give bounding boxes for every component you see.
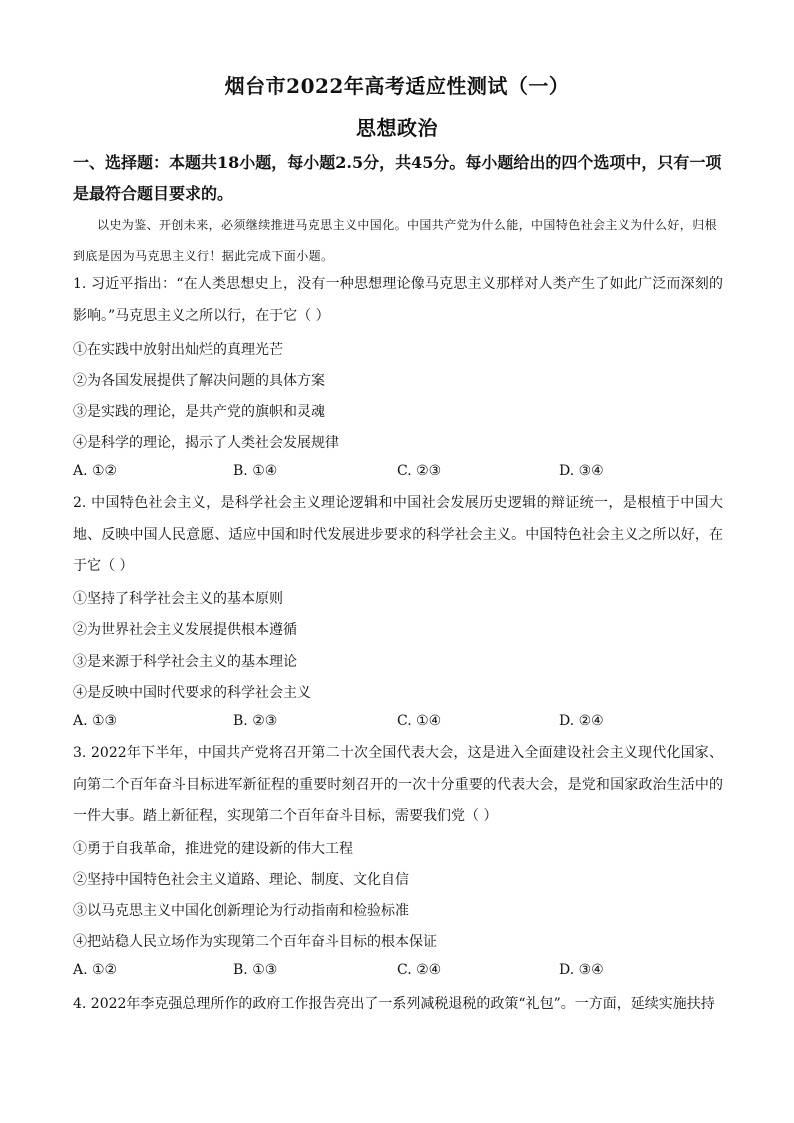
section-heading: 一、选择题：本题共18小题，每小题2.5分，共45分。每小题给出的四个选项中，只有一项是最符合题目要求的。 bbox=[73, 153, 722, 203]
question-3-statement-1: ①勇于自我革命，推进党的建设新的伟大工程 bbox=[73, 841, 353, 857]
option-b: B. ①④ bbox=[233, 463, 278, 479]
subject-title: 思想政治 bbox=[356, 116, 438, 140]
question-2-options bbox=[73, 713, 728, 733]
option-c: C. ②④ bbox=[397, 962, 442, 978]
question-1-options bbox=[73, 463, 728, 483]
question-1-statement-1: ①在实践中放射出灿烂的真理光芒 bbox=[73, 342, 283, 358]
question-3-options bbox=[73, 962, 728, 982]
question-4-stem: 4. 2022年李克强总理所作的政府工作报告亮出了一系列减税退税的政策“礼包”。一方面，延续实施扶持 bbox=[73, 996, 715, 1012]
question-3-statement-4: ④把站稳人民立场作为实现第二个百年奋斗目标的根本保证 bbox=[73, 934, 437, 950]
option-b: B. ①③ bbox=[233, 962, 278, 978]
question-1-statement-2: ②为各国发展提供了解决问题的具体方案 bbox=[73, 373, 325, 389]
option-d: D. ③④ bbox=[559, 962, 604, 978]
option-c: C. ①④ bbox=[397, 713, 442, 729]
option-c: C. ②③ bbox=[397, 463, 442, 479]
question-2-stem: 2. 中国特色社会主义，是科学社会主义理论逻辑和中国社会发展历史逻辑的辩证统一，是根植于中国大地、反映中国人民意愿、适应中国和时代发展进步要求的科学社会主义。中国特色社会主义之所以好，在于它（ ） bbox=[73, 495, 723, 574]
option-a: A. ①② bbox=[73, 463, 118, 479]
question-2-statement-4: ④是反映中国时代要求的科学社会主义 bbox=[73, 685, 311, 701]
option-d: D. ③④ bbox=[559, 463, 604, 479]
question-3-statement-3: ③以马克思主义中国化创新理论为行动指南和检验标准 bbox=[73, 903, 409, 919]
question-2-statement-3: ③是来源于科学社会主义的基本理论 bbox=[73, 654, 297, 670]
option-d: D. ②④ bbox=[559, 713, 604, 729]
option-a: A. ①③ bbox=[73, 713, 118, 729]
question-2-statement-2: ②为世界社会主义发展提供根本遵循 bbox=[73, 622, 297, 638]
question-3-statement-2: ②坚持中国特色社会主义道路、理论、制度、文化自信 bbox=[73, 872, 409, 888]
question-1-stem: 1. 习近平指出：“在人类思想史上，没有一种思想理论像马克思主义那样对人类产生了如此广泛而深刻的影响。”马克思主义之所以行，在于它（ ） bbox=[73, 276, 723, 324]
question-1-statement-3: ③是实践的理论，是共产党的旗帜和灵魂 bbox=[73, 404, 325, 420]
option-b: B. ②③ bbox=[233, 713, 278, 729]
question-2-statement-1: ①坚持了科学社会主义的基本原则 bbox=[73, 591, 283, 607]
question-3-stem: 3. 2022年下半年，中国共产党将召开第二十次全国代表大会，这是进入全面建设社会主义现代化国家、向第二个百年奋斗目标进军新征程的重要时刻召开的一次十分重要的代表大会，是党和国家政治生活中的一件大事。踏上新征程，实现第二个百年奋斗目标，需要我们党（ ） bbox=[73, 745, 723, 824]
intro-passage: 以史为鉴、开创未来，必须继续推进马克思主义中国化。中国共产党为什么能，中国特色社会主义为什么好，归根到底是因为马克思主义行！据此完成下面小题。 bbox=[73, 218, 718, 263]
question-1-statement-4: ④是科学的理论，揭示了人类社会发展规律 bbox=[73, 435, 339, 451]
exam-title: 烟台市2022年高考适应性测试（一） bbox=[224, 74, 570, 98]
option-a: A. ①② bbox=[73, 962, 118, 978]
